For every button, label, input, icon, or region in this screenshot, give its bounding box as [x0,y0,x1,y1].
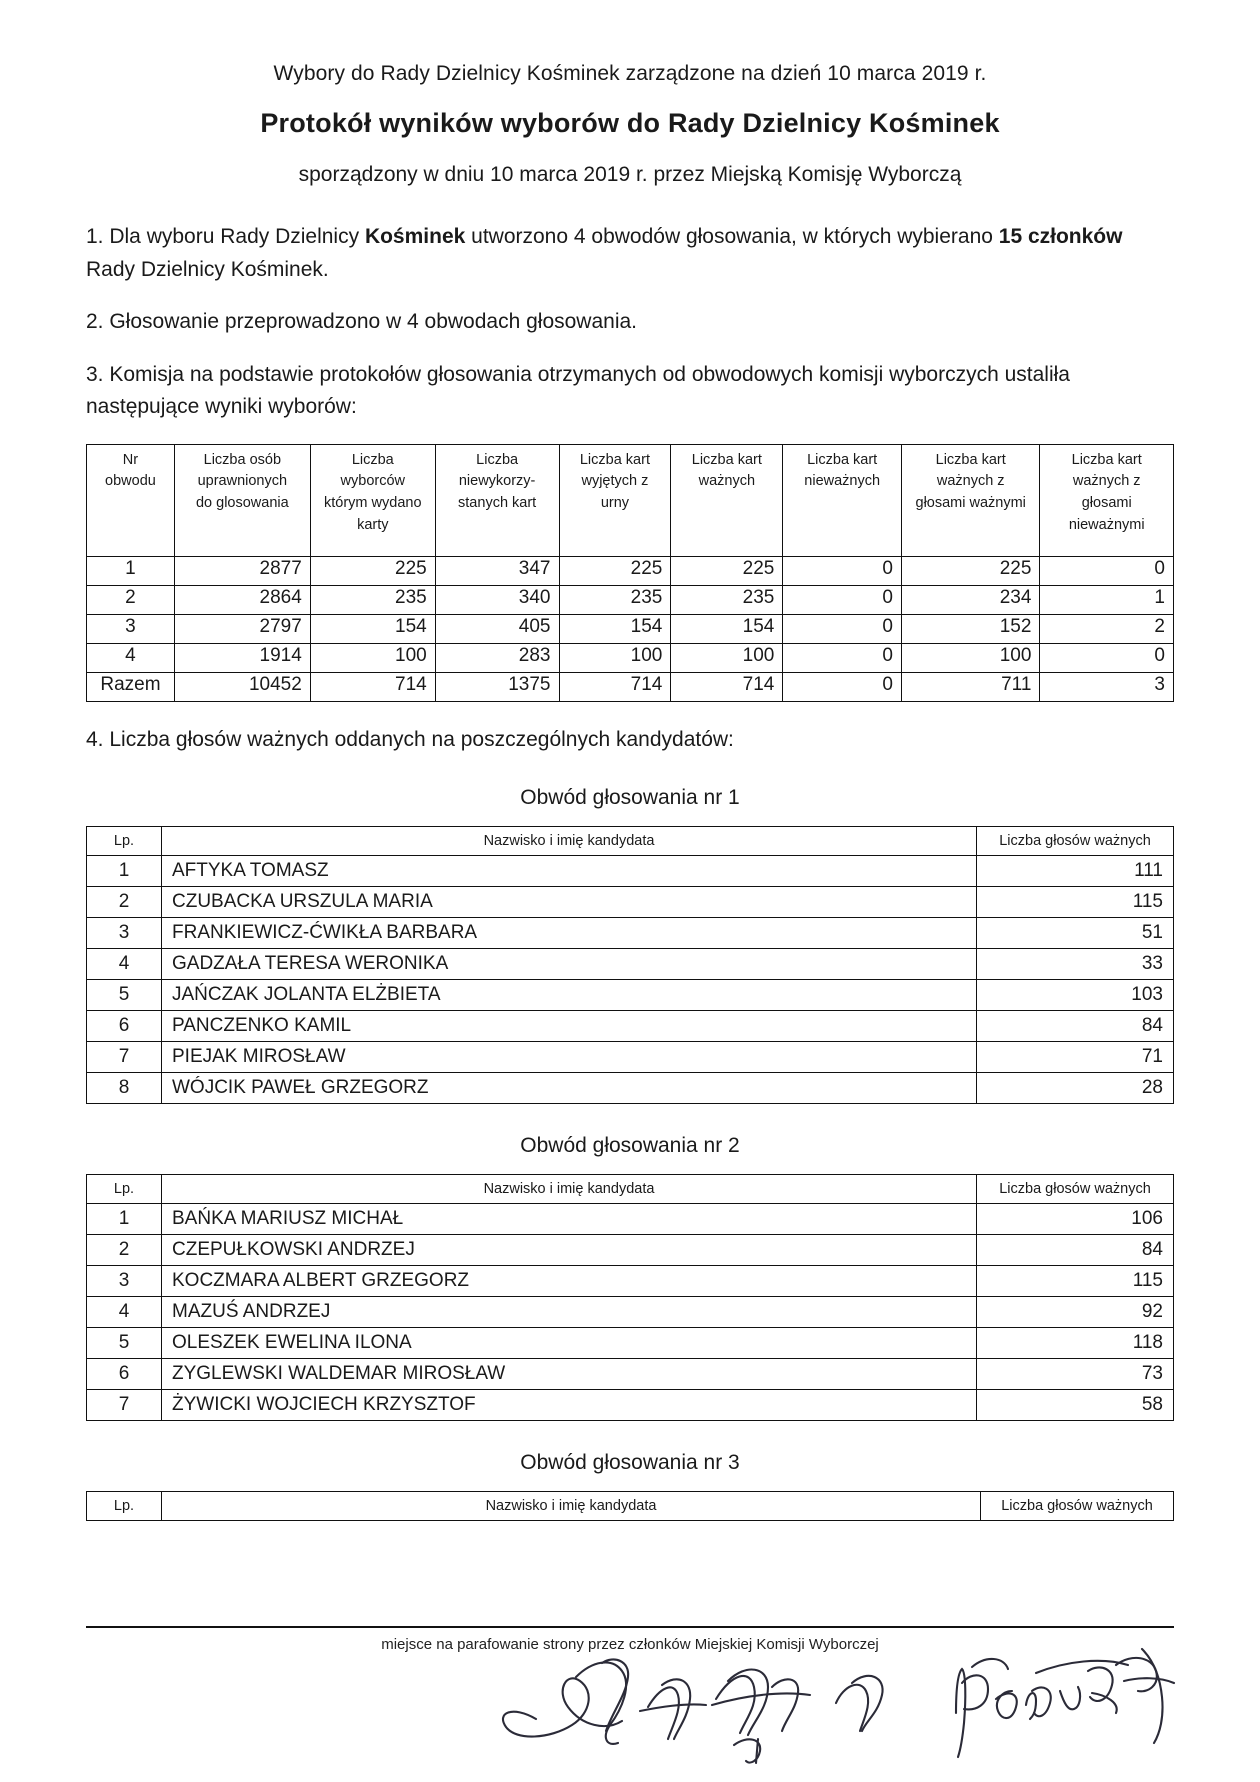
table-row [87,1204,1174,1235]
signature-area [86,1653,1174,1763]
summary-cell: 2864 [174,585,310,614]
summary-cell: 154 [559,614,671,643]
paragraph-3: 3. Komisja na podstawie protokołów głosowania otrzymanych od obwodowych komisji wyborczych ustaliła następujące wyniki wyborów: [86,362,1070,419]
cell-votes: 33 [977,949,1174,980]
column-header-name: Nazwisko i imię kandydata [162,1492,981,1521]
table-row [87,887,1174,918]
column-header-name: Nazwisko i imię kandydata [162,827,977,856]
footer-divider [86,1626,1174,1628]
summary-cell: 100 [559,643,671,672]
cell-candidate-name: FRANKIEWICZ-ĆWIKŁA BARBARA [162,918,977,949]
footer-note: miejsce na parafowanie strony przez członków Miejskiej Komisji Wyborczej [381,1636,879,1653]
paragraph-2: 2. Głosowanie przeprowadzono w 4 obwodach głosowania. [86,310,638,334]
column-header-lp: Lp. [87,827,162,856]
summary-cell: 100 [310,643,435,672]
cell-lp: 2 [87,887,162,918]
summary-cell: 2 [1040,614,1174,643]
cell-lp: 1 [87,1204,162,1235]
summary-table [86,444,1174,702]
summary-cell: 235 [310,585,435,614]
cell-lp: 7 [87,1390,162,1421]
cell-votes: 58 [977,1390,1174,1421]
table-row [87,918,1174,949]
cell-lp: 4 [87,1297,162,1328]
summary-cell: 225 [902,556,1040,585]
cell-lp: 8 [87,1073,162,1104]
cell-votes: 111 [977,856,1174,887]
summary-table-header-row [87,444,1174,556]
summary-cell: 405 [435,614,559,643]
summary-cell: 225 [671,556,783,585]
table-row [87,1390,1174,1421]
table-row [87,949,1174,980]
table-row [87,643,1174,672]
summary-header-cell-0: Nr obwodu [87,444,175,556]
table-row [87,1266,1174,1297]
column-header-name: Nazwisko i imię kandydata [162,1175,977,1204]
summary-cell: 225 [310,556,435,585]
paragraph-4: 4. Liczba głosów ważnych oddanych na poszczególnych kandydatów: [86,727,734,751]
table-row [87,1235,1174,1266]
cell-lp: 5 [87,980,162,1011]
summary-cell: 152 [902,614,1040,643]
summary-header-cell-8: Liczba kart ważnych z głosami nieważnymi [1040,444,1174,556]
cell-lp: 6 [87,1359,162,1390]
summary-cell: 234 [902,585,1040,614]
summary-header-cell-2: Liczba wyborców którym wydano karty [310,444,435,556]
summary-table-head [87,444,1174,556]
summary-cell: 3 [87,614,175,643]
cell-lp: 4 [87,949,162,980]
summary-cell: 283 [435,643,559,672]
summary-cell: 0 [783,672,902,701]
table-row [87,614,1174,643]
paragraph-1-part-e: Rady Dzielnicy Kośminek. [86,257,329,281]
district-1-table [86,826,1174,1104]
summary-cell: 2877 [174,556,310,585]
summary-cell: 0 [783,556,902,585]
summary-cell: 0 [783,585,902,614]
summary-cell: 0 [1040,556,1174,585]
summary-cell: 347 [435,556,559,585]
column-header-lp: Lp. [87,1175,162,1204]
summary-cell: 4 [87,643,175,672]
summary-cell: 154 [671,614,783,643]
summary-cell: 100 [902,643,1040,672]
cell-lp: 2 [87,1235,162,1266]
summary-cell: 2797 [174,614,310,643]
cell-lp: 7 [87,1042,162,1073]
summary-cell: 235 [559,585,671,614]
paragraph-1 [86,221,1174,286]
summary-cell: 3 [1040,672,1174,701]
cell-votes: 103 [977,980,1174,1011]
table-row [87,1073,1174,1104]
page-footer [86,1626,1174,1782]
summary-header-cell-1: Liczba osób uprawnionych do glosowania [174,444,310,556]
cell-candidate-name: BAŃKA MARIUSZ MICHAŁ [162,1204,977,1235]
district-2-table [86,1174,1174,1421]
summary-cell: 1914 [174,643,310,672]
table-row [87,1042,1174,1073]
document-header-line: Wybory do Rady Dzielnicy Kośminek zarządzone na dzień 10 marca 2019 r. [273,62,987,85]
summary-cell: 235 [671,585,783,614]
cell-candidate-name: ZYGLEWSKI WALDEMAR MIROSŁAW [162,1359,977,1390]
cell-votes: 115 [977,887,1174,918]
column-header-votes: Liczba głosów ważnych [977,827,1174,856]
cell-votes: 84 [977,1235,1174,1266]
paragraph-1-part-c: utworzono 4 obwodów głosowania, w których wybierano [465,225,999,248]
table-row [87,856,1174,887]
summary-cell: 1375 [435,672,559,701]
table-row-total [87,672,1174,701]
summary-header-cell-6: Liczba kart nieważnych [783,444,902,556]
cell-votes: 106 [977,1204,1174,1235]
cell-votes: 118 [977,1328,1174,1359]
cell-candidate-name: CZUBACKA URSZULA MARIA [162,887,977,918]
district-2-title: Obwód głosowania nr 2 [520,1134,740,1158]
table-row [87,980,1174,1011]
paragraph-1-district-name: Kośminek [364,225,466,248]
column-header-lp: Lp. [87,1492,162,1521]
document-subtitle: sporządzony w dniu 10 marca 2019 r. przez Miejską Komisję Wyborczą [298,163,962,186]
summary-cell: 154 [310,614,435,643]
handwritten-signatures [416,1647,1216,1767]
district-2-header-row [87,1175,1174,1204]
district-3-header-row [87,1492,1174,1521]
summary-header-cell-7: Liczba kart ważnych z głosami ważnymi [902,444,1040,556]
cell-lp: 6 [87,1011,162,1042]
summary-cell: 0 [783,614,902,643]
summary-cell: 225 [559,556,671,585]
summary-cell: 0 [1040,643,1174,672]
cell-votes: 92 [977,1297,1174,1328]
cell-candidate-name: PANCZENKO KAMIL [162,1011,977,1042]
table-row [87,1328,1174,1359]
table-row [87,556,1174,585]
summary-cell: 714 [559,672,671,701]
summary-cell: 2 [87,585,175,614]
district-1-title: Obwód głosowania nr 1 [520,786,740,810]
cell-votes: 71 [977,1042,1174,1073]
column-header-votes: Liczba głosów ważnych [981,1492,1174,1521]
cell-candidate-name: KOCZMARA ALBERT GRZEGORZ [162,1266,977,1297]
cell-votes: 115 [977,1266,1174,1297]
summary-cell: 340 [435,585,559,614]
summary-cell: 10452 [174,672,310,701]
cell-votes: 84 [977,1011,1174,1042]
summary-header-cell-4: Liczba kart wyjętych z urny [559,444,671,556]
paragraph-1-members-count: 15 członków [998,225,1123,248]
summary-header-cell-3: Liczba niewykorzy- stanych kart [435,444,559,556]
page-title: Protokół wyników wyborów do Rady Dzielnicy Kośminek [260,108,1000,138]
cell-candidate-name: ŻYWICKI WOJCIECH KRZYSZTOF [162,1390,977,1421]
cell-votes: 51 [977,918,1174,949]
summary-cell: 1 [87,556,175,585]
district-1-header-row [87,827,1174,856]
summary-header-cell-5: Liczba kart ważnych [671,444,783,556]
cell-candidate-name: WÓJCIK PAWEŁ GRZEGORZ [162,1073,977,1104]
cell-candidate-name: JAŃCZAK JOLANTA ELŻBIETA [162,980,977,1011]
summary-cell: 0 [783,643,902,672]
cell-votes: 28 [977,1073,1174,1104]
table-row [87,585,1174,614]
district-3-title: Obwód głosowania nr 3 [520,1451,740,1475]
table-row [87,1297,1174,1328]
cell-candidate-name: MAZUŚ ANDRZEJ [162,1297,977,1328]
cell-votes: 73 [977,1359,1174,1390]
summary-cell: 711 [902,672,1040,701]
summary-table-body [87,556,1174,701]
cell-candidate-name: CZEPUŁKOWSKI ANDRZEJ [162,1235,977,1266]
table-row [87,1011,1174,1042]
paragraph-1-part-a: 1. Dla wyboru Rady Dzielnicy [86,225,365,248]
cell-lp: 5 [87,1328,162,1359]
district-3-table [86,1491,1174,1521]
cell-candidate-name: OLESZEK EWELINA ILONA [162,1328,977,1359]
cell-candidate-name: GADZAŁA TERESA WERONIKA [162,949,977,980]
summary-cell: 714 [671,672,783,701]
table-row [87,1359,1174,1390]
summary-cell: 714 [310,672,435,701]
summary-cell: 1 [1040,585,1174,614]
column-header-votes: Liczba głosów ważnych [977,1175,1174,1204]
summary-cell: 100 [671,643,783,672]
summary-cell-total-label: Razem [87,672,175,701]
cell-lp: 3 [87,918,162,949]
cell-candidate-name: AFTYKA TOMASZ [162,856,977,887]
cell-candidate-name: PIEJAK MIROSŁAW [162,1042,977,1073]
cell-lp: 3 [87,1266,162,1297]
cell-lp: 1 [87,856,162,887]
